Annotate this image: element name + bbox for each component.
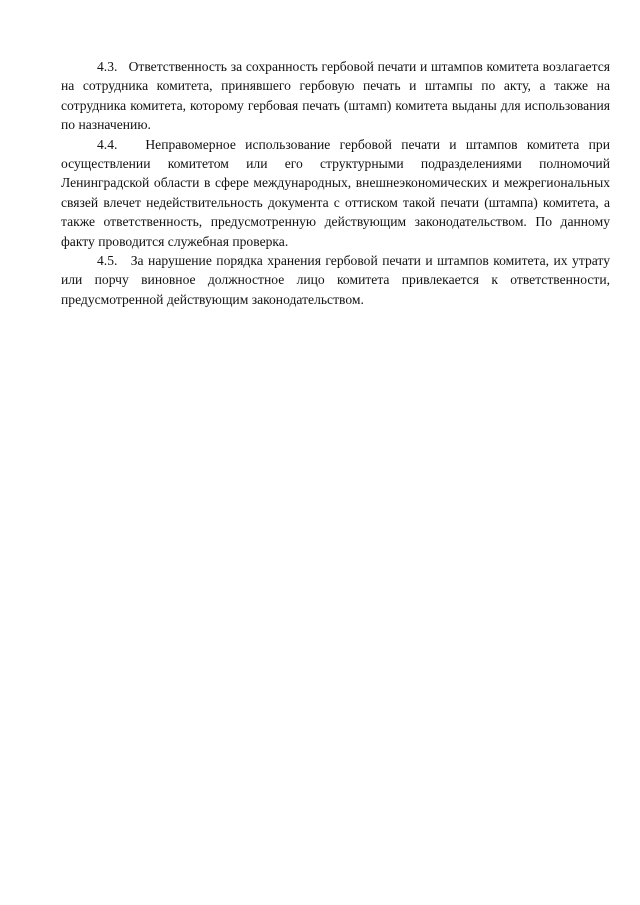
paragraph-text: За нарушение порядка хранения гербовой печати и штампов комитета, их утрату или порчу виновное должностное лицо комитета привлекается к ответственности, предусмотренной действующим законодательством. xyxy=(61,253,610,307)
paragraph-text: Ответственность за сохранность гербовой печати и штампов комитета возлагается на сотрудника комитета, принявшего гербовую печать и штампы по акту, а также на сотрудника комитета, которому гербовая печать (штамп) комитета выданы для использования по назначению. xyxy=(61,59,610,133)
paragraph-4-4 xyxy=(61,135,610,251)
paragraph-number: 4.3. xyxy=(97,59,118,74)
document-body xyxy=(61,57,610,309)
paragraph-4-3 xyxy=(61,57,610,135)
paragraph-text: Неправомерное использование гербовой печати и штампов комитета при осуществлении комитетом или его структурными подразделениями полномочий Ленинградской области в сфере международных, внешнеэкономических и межрегиональных связей влечет недействительность документа с оттиском такой печати (штампа) комитета, а также ответственность, предусмотренную действующим законодательством. По данному факту проводится служебная проверка. xyxy=(61,136,610,249)
paragraph-number: 4.5. xyxy=(97,253,118,269)
paragraph-4-5 xyxy=(61,251,610,309)
paragraph-number: 4.4. xyxy=(97,136,118,152)
